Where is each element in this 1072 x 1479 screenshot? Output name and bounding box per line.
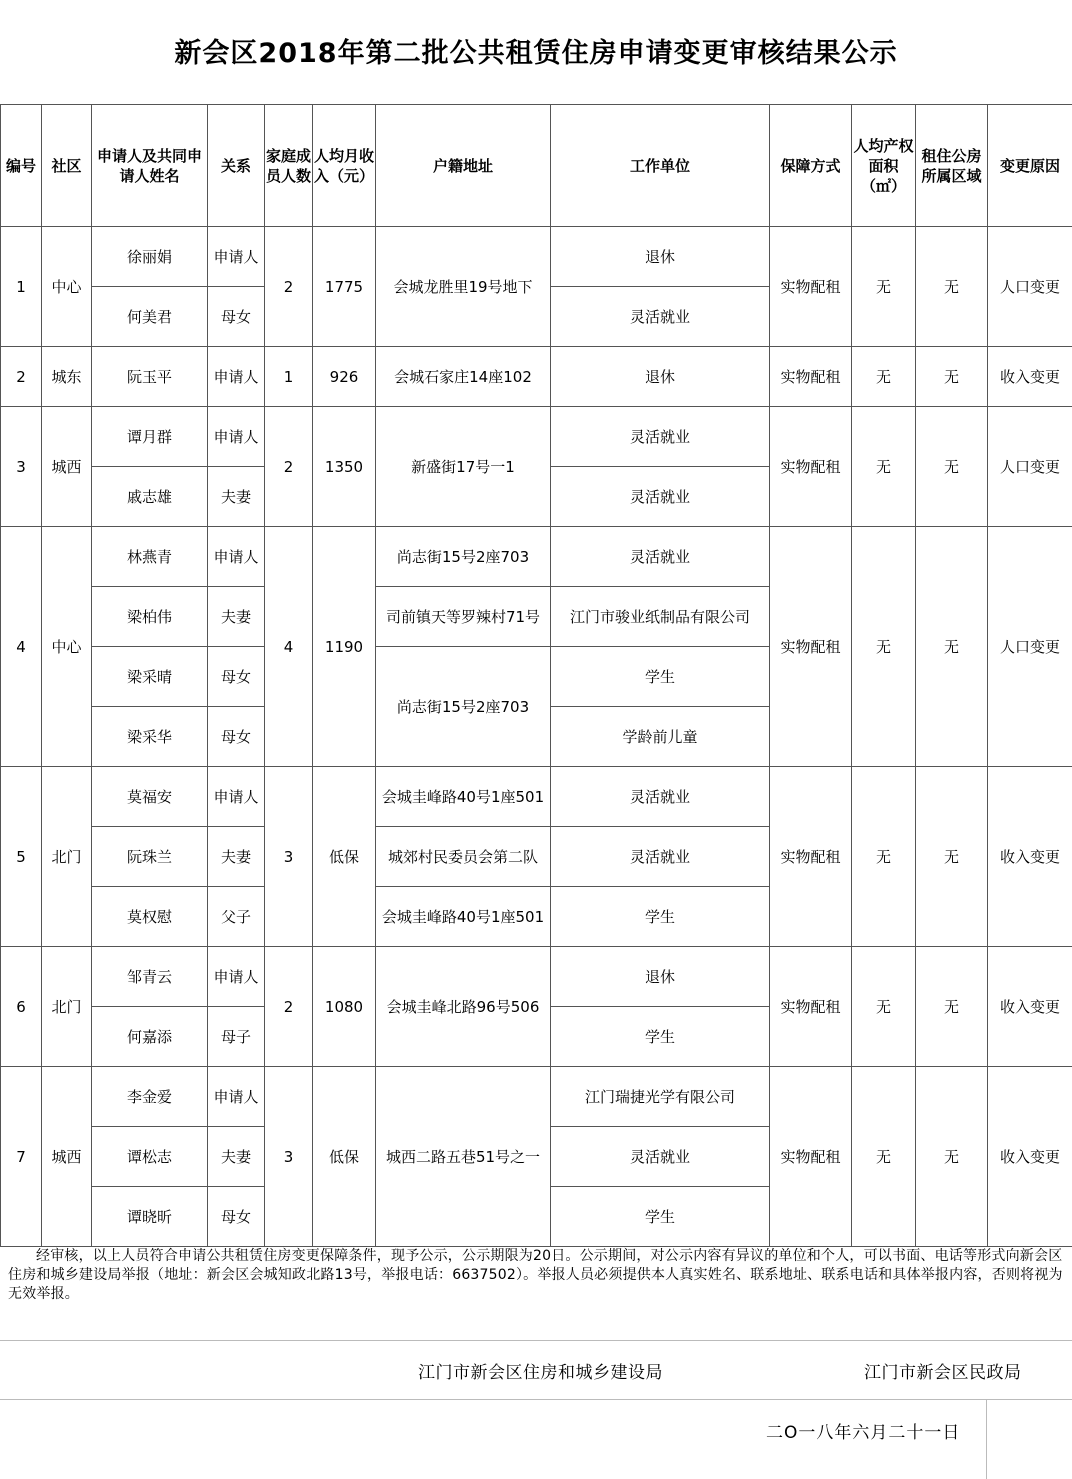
record-region: 无 <box>916 407 988 527</box>
record-reason: 人口变更 <box>988 527 1072 767</box>
record-community: 城东 <box>42 347 92 407</box>
record-community: 北门 <box>42 767 92 947</box>
member-relation: 申请人 <box>208 767 265 827</box>
member-relation: 夫妻 <box>208 467 265 527</box>
member-name: 梁柏伟 <box>92 587 208 647</box>
record-address: 会城石家庄14座102 <box>376 347 551 407</box>
record-guarantee: 实物配租 <box>770 347 852 407</box>
signature-civil-affairs-bureau: 江门市新会区民政局 <box>864 1363 1022 1383</box>
record-no: 1 <box>1 227 42 347</box>
member-name: 梁采华 <box>92 707 208 767</box>
record-reason: 收入变更 <box>988 767 1072 947</box>
member-relation: 父子 <box>208 887 265 947</box>
header-family-size: 家庭成员人数 <box>265 105 313 227</box>
publish-date: 二O一八年六月二十一日 <box>766 1423 961 1443</box>
member-name: 林燕青 <box>92 527 208 587</box>
record-region: 无 <box>916 227 988 347</box>
member-name: 莫权慰 <box>92 887 208 947</box>
table-header-row <box>1 105 1072 227</box>
member-employer: 退休 <box>551 347 770 407</box>
record-address: 城西二路五巷51号之一 <box>376 1067 551 1247</box>
table-row <box>1 1067 1072 1127</box>
record-address: 会城圭峰北路96号506 <box>376 947 551 1067</box>
record-address: 城郊村民委员会第二队 <box>376 827 551 887</box>
member-employer: 灵活就业 <box>551 527 770 587</box>
record-address: 司前镇天等罗辣村71号 <box>376 587 551 647</box>
member-relation: 申请人 <box>208 347 265 407</box>
member-employer: 灵活就业 <box>551 767 770 827</box>
record-address: 尚志街15号2座703 <box>376 647 551 767</box>
divider <box>0 1399 1072 1400</box>
record-reason: 收入变更 <box>988 347 1072 407</box>
record-address: 尚志街15号2座703 <box>376 527 551 587</box>
member-name: 徐丽娟 <box>92 227 208 287</box>
member-relation: 母子 <box>208 1007 265 1067</box>
member-employer: 学生 <box>551 647 770 707</box>
record-income: 低保 <box>313 767 376 947</box>
member-relation: 母女 <box>208 707 265 767</box>
record-no: 7 <box>1 1067 42 1247</box>
table-row <box>1 227 1072 287</box>
table-row <box>1 407 1072 467</box>
member-employer: 学生 <box>551 1007 770 1067</box>
record-area: 无 <box>852 407 916 527</box>
record-community: 中心 <box>42 227 92 347</box>
header-address: 户籍地址 <box>376 105 551 227</box>
header-employer: 工作单位 <box>551 105 770 227</box>
record-community: 北门 <box>42 947 92 1067</box>
record-guarantee: 实物配租 <box>770 947 852 1067</box>
record-guarantee: 实物配租 <box>770 527 852 767</box>
member-name: 莫福安 <box>92 767 208 827</box>
signature-housing-bureau: 江门市新会区住房和城乡建设局 <box>418 1363 663 1383</box>
record-family-size: 2 <box>265 407 313 527</box>
header-income: 人均月收入（元） <box>313 105 376 227</box>
record-no: 5 <box>1 767 42 947</box>
member-name: 谭松志 <box>92 1127 208 1187</box>
header-no: 编号 <box>1 105 42 227</box>
member-employer: 学生 <box>551 1187 770 1247</box>
member-employer: 江门市骏业纸制品有限公司 <box>551 587 770 647</box>
record-family-size: 1 <box>265 347 313 407</box>
record-area: 无 <box>852 947 916 1067</box>
member-name: 阮玉平 <box>92 347 208 407</box>
record-region: 无 <box>916 947 988 1067</box>
member-employer: 灵活就业 <box>551 287 770 347</box>
record-address: 会城圭峰路40号1座501 <box>376 767 551 827</box>
member-relation: 夫妻 <box>208 1127 265 1187</box>
member-employer: 退休 <box>551 947 770 1007</box>
member-name: 阮珠兰 <box>92 827 208 887</box>
member-relation: 夫妻 <box>208 827 265 887</box>
record-guarantee: 实物配租 <box>770 227 852 347</box>
member-employer: 灵活就业 <box>551 467 770 527</box>
header-area: 人均产权面积（㎡） <box>852 105 916 227</box>
table-row <box>1 767 1072 827</box>
header-region: 租住公房所属区域 <box>916 105 988 227</box>
record-community: 城西 <box>42 1067 92 1247</box>
member-employer: 学龄前儿童 <box>551 707 770 767</box>
record-address: 会城圭峰路40号1座501 <box>376 887 551 947</box>
member-relation: 申请人 <box>208 407 265 467</box>
header-relation: 关系 <box>208 105 265 227</box>
record-income: 1080 <box>313 947 376 1067</box>
header-applicant: 申请人及共同申请人姓名 <box>92 105 208 227</box>
member-employer: 灵活就业 <box>551 827 770 887</box>
page-title: 新会区2018年第二批公共租赁住房申请变更审核结果公示 <box>174 38 898 69</box>
member-name: 邹青云 <box>92 947 208 1007</box>
record-area: 无 <box>852 227 916 347</box>
record-region: 无 <box>916 1067 988 1247</box>
record-guarantee: 实物配租 <box>770 767 852 947</box>
member-relation: 母女 <box>208 1187 265 1247</box>
record-region: 无 <box>916 767 988 947</box>
table-row <box>1 527 1072 587</box>
record-guarantee: 实物配租 <box>770 407 852 527</box>
record-family-size: 4 <box>265 527 313 767</box>
member-name: 何美君 <box>92 287 208 347</box>
record-area: 无 <box>852 767 916 947</box>
record-community: 城西 <box>42 407 92 527</box>
notice-text: 经审核，以上人员符合申请公共租赁住房变更保障条件，现予公示，公示期限为20日。公示期间，对公示内容有异议的单位和个人，可以书面、电话等形式向新会区住房和城乡建设局举报（地址：新会区会城知政北路13号，举报电话：6637502）。举报人员必须提供本人真实姓名、联系地址、联系电话和具体举报内容，否则将视为无效举报。 <box>8 1248 1063 1302</box>
divider <box>0 1340 1072 1341</box>
member-name: 谭月群 <box>92 407 208 467</box>
member-relation: 申请人 <box>208 947 265 1007</box>
record-income: 926 <box>313 347 376 407</box>
member-relation: 母女 <box>208 647 265 707</box>
member-employer: 江门瑞捷光学有限公司 <box>551 1067 770 1127</box>
member-relation: 申请人 <box>208 1067 265 1127</box>
record-family-size: 2 <box>265 227 313 347</box>
table-row <box>1 347 1072 407</box>
header-reason: 变更原因 <box>988 105 1072 227</box>
member-relation: 夫妻 <box>208 587 265 647</box>
record-income: 1190 <box>313 527 376 767</box>
divider <box>986 1399 987 1479</box>
record-reason: 收入变更 <box>988 947 1072 1067</box>
record-area: 无 <box>852 527 916 767</box>
member-name: 何嘉添 <box>92 1007 208 1067</box>
record-income: 1350 <box>313 407 376 527</box>
record-reason: 收入变更 <box>988 1067 1072 1247</box>
result-table <box>0 104 1072 1247</box>
record-guarantee: 实物配租 <box>770 1067 852 1247</box>
member-employer: 学生 <box>551 887 770 947</box>
member-employer: 退休 <box>551 227 770 287</box>
header-guarantee: 保障方式 <box>770 105 852 227</box>
record-income: 低保 <box>313 1067 376 1247</box>
record-area: 无 <box>852 347 916 407</box>
member-relation: 申请人 <box>208 527 265 587</box>
member-employer: 灵活就业 <box>551 1127 770 1187</box>
record-region: 无 <box>916 527 988 767</box>
record-address: 会城龙胜里19号地下 <box>376 227 551 347</box>
member-name: 梁采晴 <box>92 647 208 707</box>
record-reason: 人口变更 <box>988 407 1072 527</box>
record-reason: 人口变更 <box>988 227 1072 347</box>
record-community: 中心 <box>42 527 92 767</box>
record-region: 无 <box>916 347 988 407</box>
record-address: 新盛街17号一1 <box>376 407 551 527</box>
member-name: 戚志雄 <box>92 467 208 527</box>
record-family-size: 3 <box>265 1067 313 1247</box>
record-no: 6 <box>1 947 42 1067</box>
member-relation: 申请人 <box>208 227 265 287</box>
record-no: 2 <box>1 347 42 407</box>
member-name: 谭晓昕 <box>92 1187 208 1247</box>
member-relation: 母女 <box>208 287 265 347</box>
record-no: 4 <box>1 527 42 767</box>
record-family-size: 3 <box>265 767 313 947</box>
member-employer: 灵活就业 <box>551 407 770 467</box>
record-no: 3 <box>1 407 42 527</box>
member-name: 李金爱 <box>92 1067 208 1127</box>
record-area: 无 <box>852 1067 916 1247</box>
table-row <box>1 947 1072 1007</box>
record-family-size: 2 <box>265 947 313 1067</box>
header-community: 社区 <box>42 105 92 227</box>
record-income: 1775 <box>313 227 376 347</box>
